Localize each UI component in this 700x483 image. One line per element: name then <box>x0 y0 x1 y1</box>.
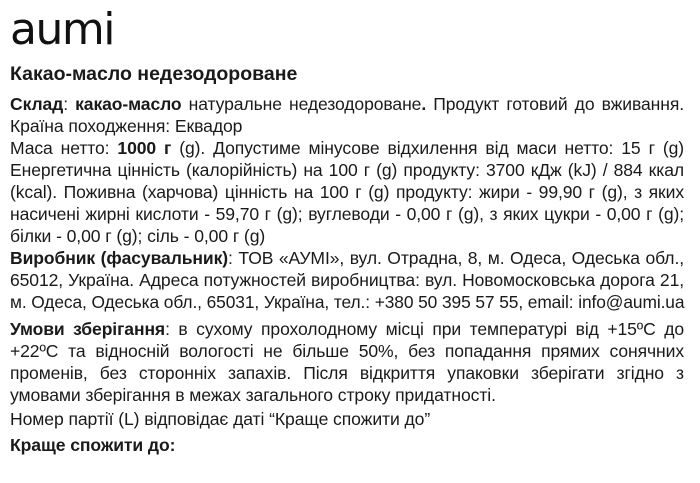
producer-line-2: 65012, Україна. Адреса потужностей виробництва: вул. Новомосковська дорога 21, <box>10 270 684 290</box>
composition-line: Склад: какао-масло натуральне недезодороване. Продукт готовий до вживання. <box>10 94 684 114</box>
brand-logo: aumi <box>10 4 114 55</box>
composition-label: Склад <box>10 94 64 114</box>
nutrition-line-3: насичені жирні кислоти - 59,70 г (g); вуглеводи - 0,00 г (g), з яких цукри - 0,00 г (g); <box>10 204 684 224</box>
ready-to-eat-text: Продукт готовий до вживання. <box>426 94 684 114</box>
storage-line-4: умовами зберігання в межах загального строку придатності. <box>10 385 496 405</box>
country-of-origin: Країна походження: Еквадор <box>10 116 243 136</box>
best-before-label: Краще спожити до: <box>10 435 176 455</box>
product-title: Какао-масло недезодороване <box>10 63 298 85</box>
net-mass-value: 1000 г <box>117 138 172 158</box>
storage-line-3: променів, без сторонніх запахів. Після відкриття упаковки зберігати згідно з <box>10 363 684 383</box>
composition-ingredient: какао-масло <box>75 94 182 114</box>
nutrition-line-2: (kcal). Поживна (харчова) цінність на 100 г (g) продукту: жири - 99,90 г (g), з яких <box>10 182 684 202</box>
best-before-line <box>10 434 175 456</box>
producer-line-3: м. Одеса, Одеська обл., 65031, Україна, тел.: +380 50 395 57 55, email: info@aumi.ua <box>10 292 685 312</box>
composition-description: натуральне недезодороване <box>181 94 422 114</box>
batch-number-text: Номер партії (L) відповідає даті “Краще спожити до” <box>10 409 431 429</box>
storage-line-2: +22ºС та відносній вологості не більше 50%, без попадання прямих сонячних <box>10 341 684 361</box>
producer-line-1: Виробник (фасувальник): ТОВ «АУМІ», вул. Отрадна, 8, м. Одеса, Одеська обл., <box>10 248 684 268</box>
storage-line-1: Умови зберігання: в сухому прохолодному місці при температурі від +15ºС до <box>10 319 684 339</box>
storage-label: Умови зберігання <box>10 319 166 339</box>
nutrition-line-1: Енергетична цінність (калорійність) на 100 г (g) продукту: 3700 кДж (kJ) / 884 ккал <box>10 160 684 180</box>
nutrition-line-4: білки - 0,00 г (g); сіль - 0,00 г (g) <box>10 226 266 246</box>
net-mass-line: Маса нетто: 1000 г (g). Допустиме мінусове відхилення від маси нетто: 15 г (g) <box>10 138 685 158</box>
producer-label: Виробник (фасувальник) <box>10 248 229 268</box>
